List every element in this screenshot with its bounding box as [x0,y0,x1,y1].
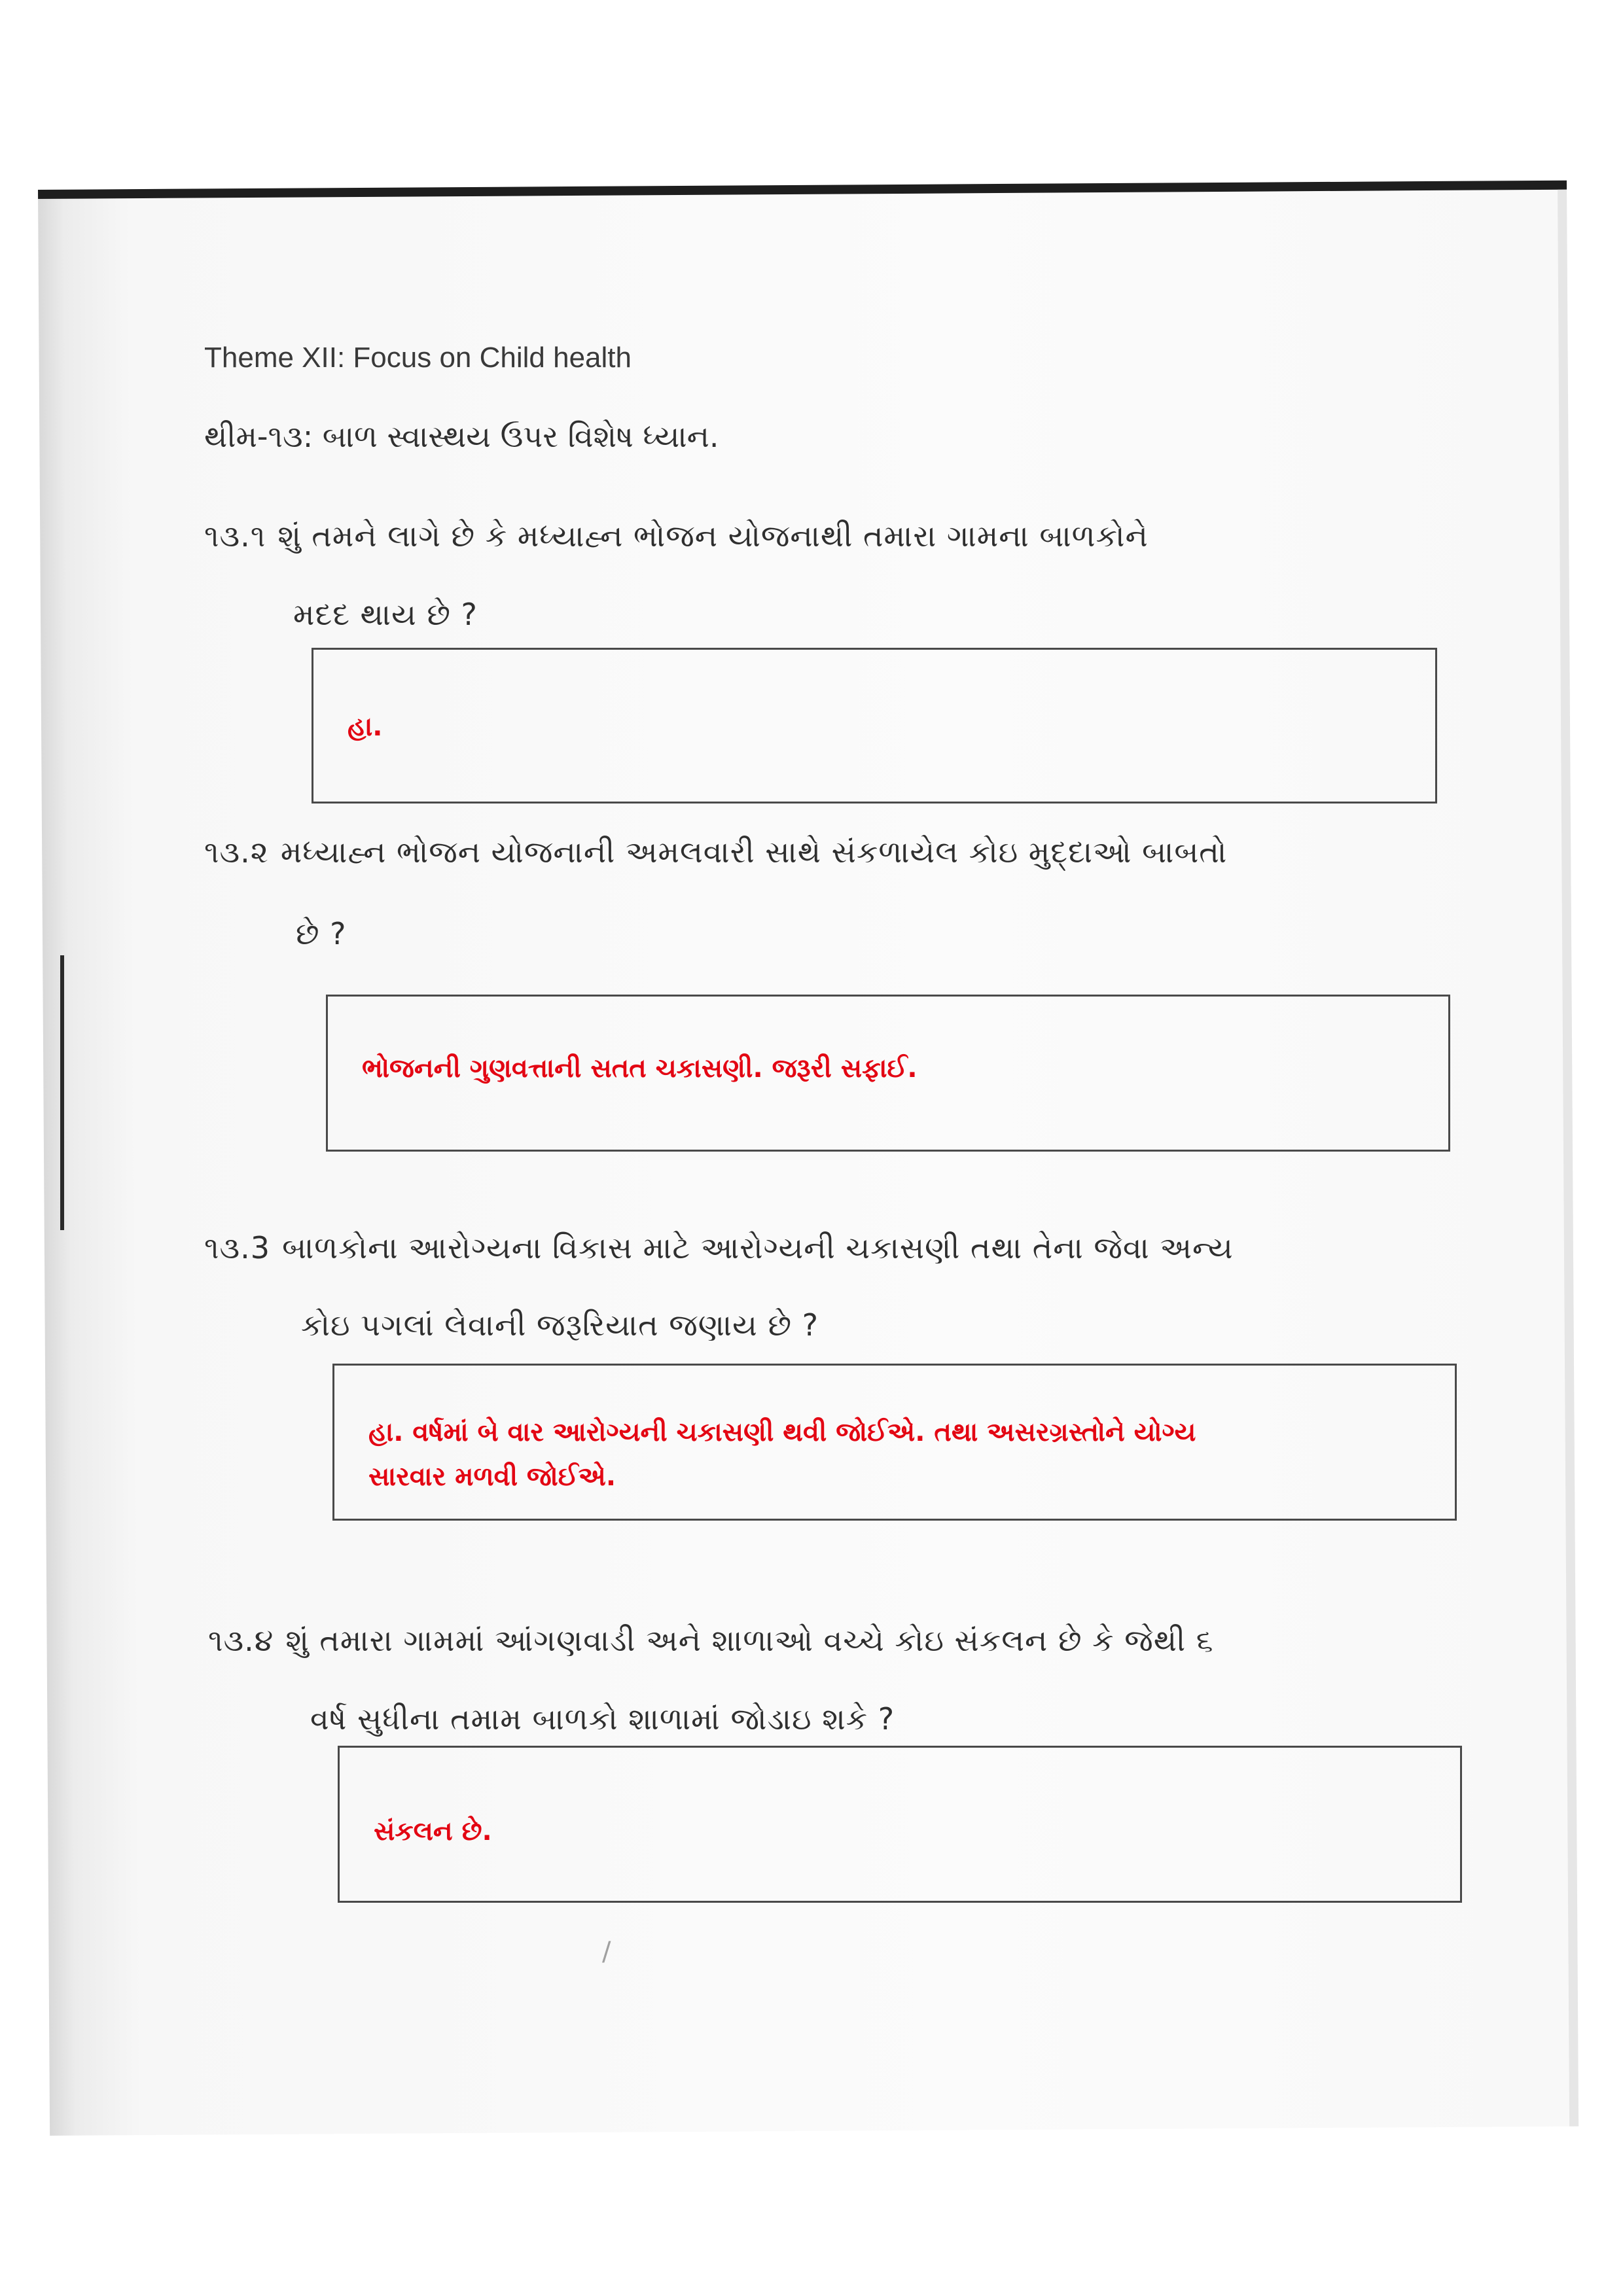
question-2-number: ૧૩.૨ [204,834,269,870]
question-4-text: શું તમારા ગામમાં આંગણવાડી અને શાળાઓ વચ્ચે કોઇ સંકલન છે કે જેથી ૬ [285,1623,1214,1658]
question-3-number: ૧૩.3 [204,1230,271,1265]
question-2-text: મધ્યાહ્ન ભોજન યોજનાની અમલવારી સાથે સંકળાયેલ કોઇ મુદ્દાઓ બાબતો [280,834,1228,870]
question-1-text: શું તમને લાગે છે કે મધ્યાહ્ન ભોજન યોજનાથી તમારા ગામના બાળકોને [277,518,1149,554]
question-2-line-1 [204,834,1227,871]
question-4-line-2: વર્ષ સુધીના તમામ બાળકો શાળામાં જોડાઇ શકે ? [310,1701,895,1737]
question-4-line-1 [208,1623,1214,1659]
question-3-line-2: કોઇ પગલાં લેવાની જરૂરિયાત જણાય છે ? [301,1307,819,1343]
question-3-text: બાળકોના આરોગ્યના વિકાસ માટે આરોગ્યની ચકાસણી તથા તેના જેવા અન્ય [282,1230,1234,1265]
question-3-line-1 [204,1230,1234,1267]
pen-mark: / [602,1937,611,1967]
answer-3-text: હા. વર્ષમાં બે વાર આરોગ્યની ચકાસણી થવી જોઈએ. તથા અસરગ્રસ્તોને યોગ્ય સારવાર મળવી જોઈએ. [368,1417,1196,1492]
question-2-line-2: છે ? [296,916,347,951]
answer-2-text: ભોજનની ગુણવત્તાની સતત ચકાસણી. જરૂરી સફાઈ. [362,1053,918,1084]
answer-box-4 [338,1746,1462,1903]
answer-1-text: હા. [348,712,383,742]
answer-4-text: સંકલન છે. [374,1816,492,1846]
theme-title-english: Theme XII: Focus on Child health [204,342,632,374]
answer-box-1 [312,648,1437,804]
page-edge-shadow [60,955,64,1230]
question-4-number: ૧૩.૪ [208,1623,274,1658]
question-1-number: ૧૩.૧ [204,518,266,554]
theme-title-gujarati: થીમ-૧૩: બાળ સ્વાસ્થય ઉપર વિશેષ ધ્યાન. [204,419,719,454]
answer-box-2 [326,995,1450,1152]
question-1-line-2: મદદ થાય છે ? [293,597,478,632]
question-1-line-1 [204,518,1149,555]
answer-box-3 [332,1364,1457,1521]
